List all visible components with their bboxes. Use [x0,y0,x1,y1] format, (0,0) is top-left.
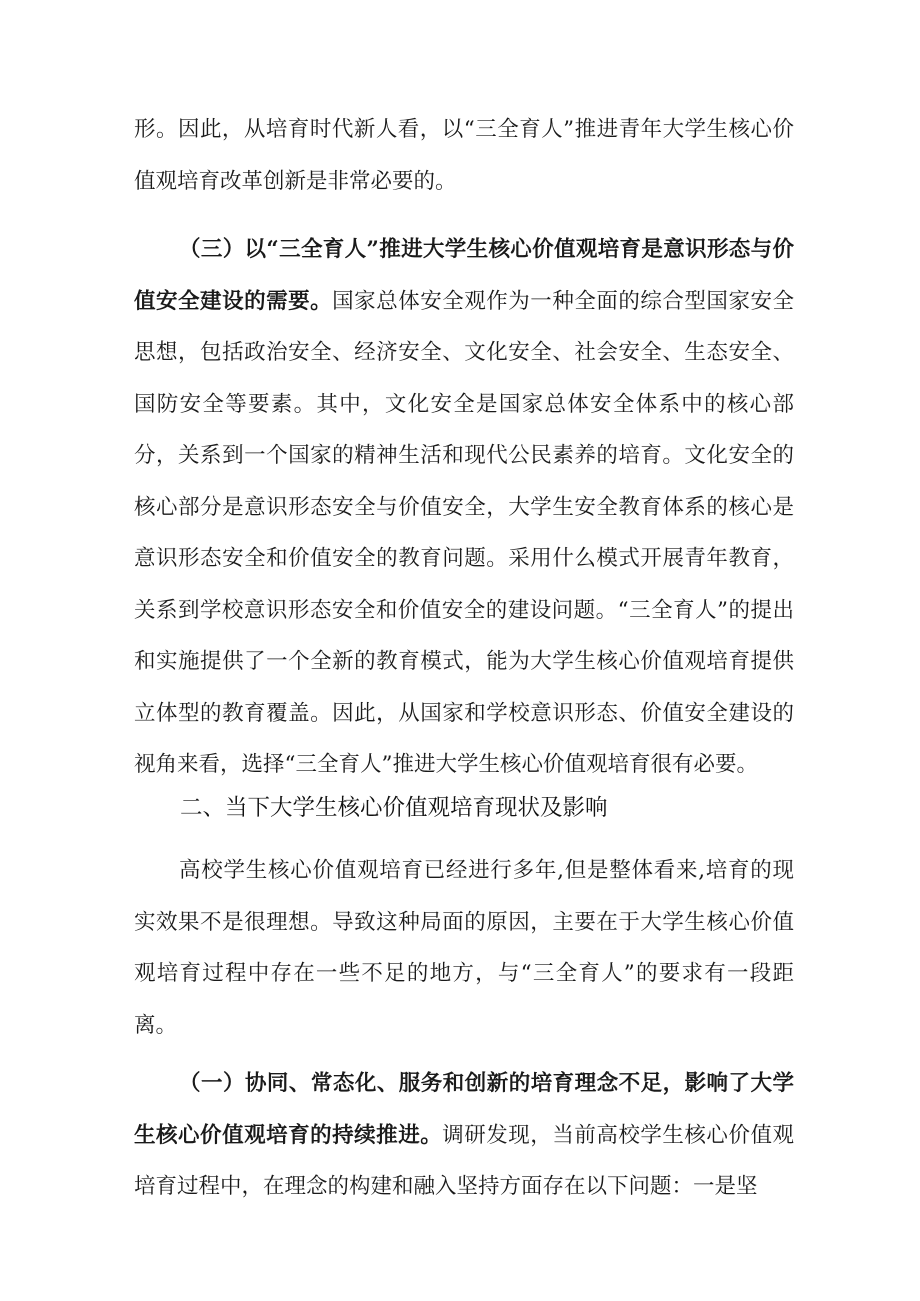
paragraph-text: 国家总体安全观作为一种全面的综合型国家安全思想，包括政治安全、经济安全、文化安全、社会安全、生态安全、国防安全等要素。其中，文化安全是国家总体安全体系中的核心部分，关系到一个国家的精神生活和现代公民素养的培育。文化安全的核心部分是意识形态安全与价值安全，大学生安全教育体系的核心是意识形态安全和价值安全的教育问题。采用什么模式开展青年教育，关系到学校意识形态安全和价值安全的建设问题。“三全育人”的提出和实施提供了一个全新的教育模式，能为大学生核心价值观培育提供立体型的教育覆盖。因此，从国家和学校意识形态、价值安全建设的视角来看，选择“三全育人”推进大学生核心价值观培育很有必要。 [134,288,794,777]
paragraph-text: 调研发现，当前高校学生核心价值观培育过程中，在理念的构建和融入坚持方面存在以下问题：一是坚 [134,1122,794,1199]
paragraph-intro [134,845,794,1051]
section-heading: 二、当下大学生核心价值观培育现状及影响 [180,795,608,821]
paragraph-text: 形。因此，从培育时代新人看，以“三全育人”推进青年大学生核心价值观培育改革创新是非常必要的。 [134,117,794,194]
paragraph-subsection-1 [134,1058,794,1213]
paragraph-section-3 [134,224,794,791]
section-3-heading: （三）以“三全育人”推进大学生核心价值观培育是意识形态与价值安全建设的需要。 [134,237,794,314]
paragraph-continuation [134,104,794,207]
subsection-1-heading: （一）协同、常态化、服务和创新的培育理念不足，影响了大学生核心价值观培育的持续推进。 [134,1071,794,1148]
paragraph-text: 高校学生核心价值观培育已经进行多年,但是整体看来,培育的现实效果不是很理想。导致这种局面的原因，主要在于大学生核心价值观培育过程中存在一些不足的地方，与“三全育人”的要求有一段距离。 [134,858,794,1038]
